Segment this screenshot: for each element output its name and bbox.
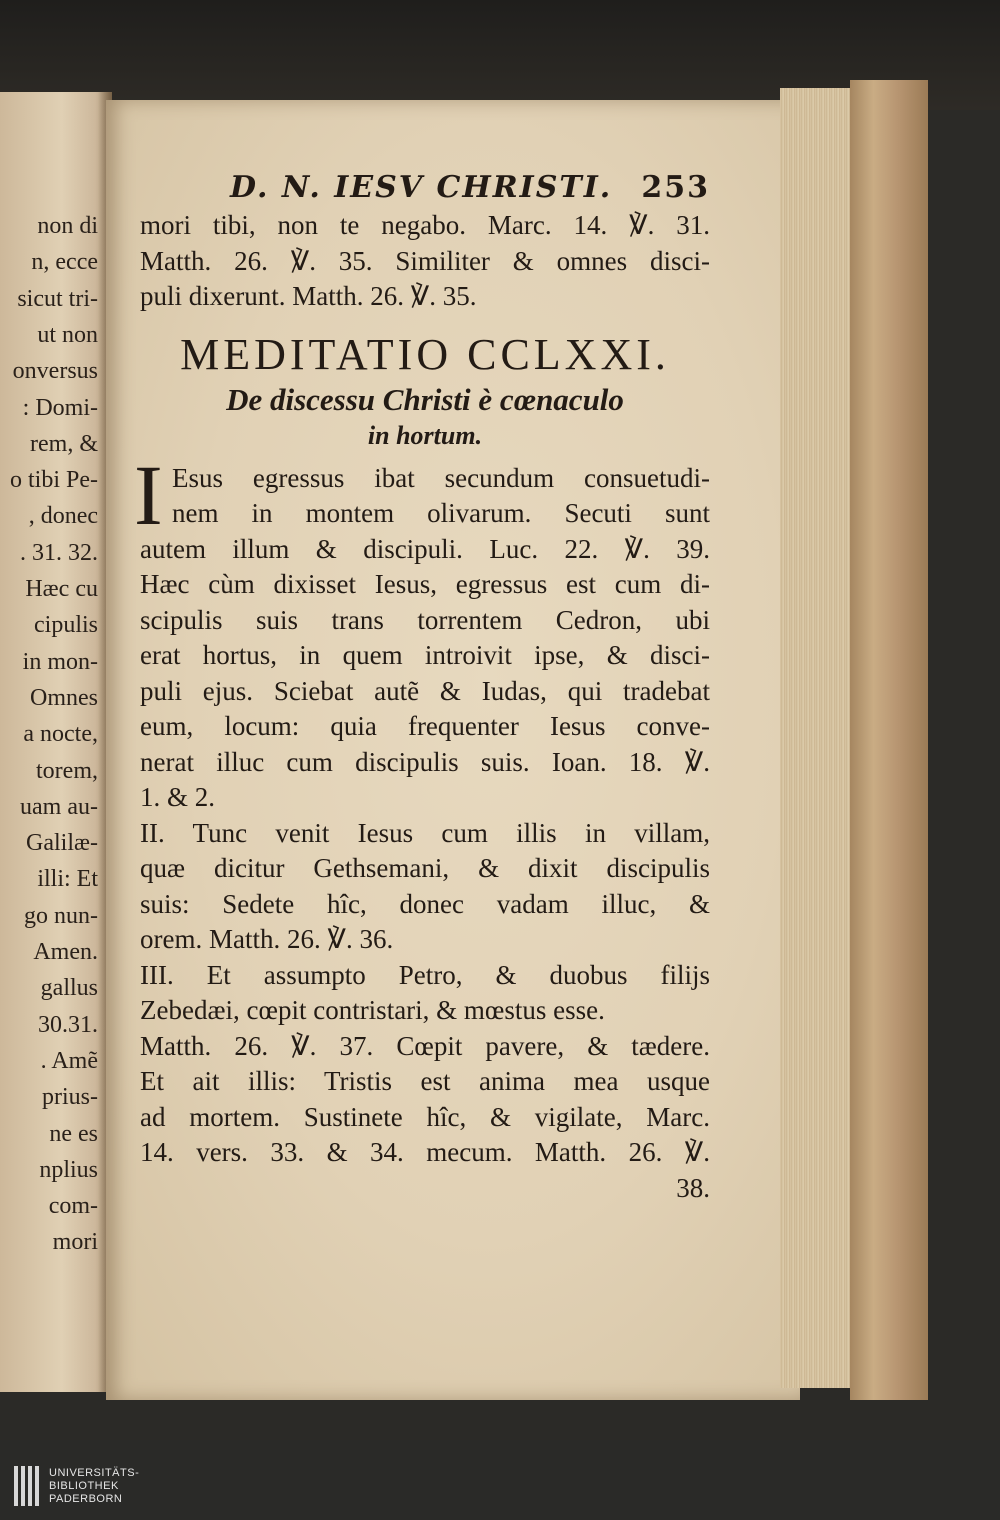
text-line: Zebedæi, cœpit contristari, & mœstus esse. (140, 995, 605, 1025)
catchword: 38. (676, 1172, 710, 1203)
text-line: autem illum & discipuli. Luc. 22. ℣. 39. (140, 533, 710, 564)
cover-edge (850, 80, 928, 1400)
text-line: scipulis suis trans torrentem Cedron, ubi (140, 604, 710, 635)
text-line: 14. vers. 33. & 34. mecum. Matth. 26. ℣. (140, 1137, 710, 1167)
text-line: Esus egressus ibat secundum consuetudi- (172, 462, 710, 493)
page-number: 253 (641, 170, 710, 205)
left-page-fragment: illi: Et (37, 866, 98, 893)
drop-cap: I (134, 446, 163, 543)
text-line: Matth. 26. ℣. 37. Cœpit pavere, & tædere. (140, 1030, 710, 1061)
left-page-fragment: mori (52, 1229, 98, 1256)
left-page-fragment: Galilæ- (26, 830, 98, 857)
first-paragraph (134, 446, 710, 543)
logo-line: UNIVERSITÄTS- (49, 1466, 140, 1479)
left-page-fragment: a nocte, (23, 721, 98, 748)
text-line: Et ait illis: Tristis est anima mea usque (140, 1066, 710, 1096)
left-page-fragment: Omnes (30, 684, 98, 711)
left-page-fragment: in mon- (22, 648, 98, 675)
page-text (134, 170, 710, 1206)
left-page-fragment: non di (37, 213, 98, 239)
running-head (140, 170, 710, 208)
text-line: ad mortem. Sustinete hîc, & vigilate, Marc. (140, 1101, 710, 1132)
left-page-fragment: ne es (49, 1120, 98, 1147)
left-page (0, 92, 112, 1392)
text-line: orem. Matth. 26. ℣. 36. (140, 924, 394, 954)
left-page-fragment: n, ecce (31, 249, 98, 276)
text-line: erat hortus, in quem introivit ipse, & disci- (140, 640, 710, 670)
body-text (140, 532, 710, 1171)
left-page-fragment: rem, & (30, 430, 98, 457)
left-page-fragment: nplius (39, 1156, 98, 1183)
text-line: Matth. 26. ℣. 35. Similiter & omnes disci- (140, 245, 710, 276)
text-line: quæ dicitur Gethsemani, & dixit discipulis (140, 853, 710, 883)
left-page-fragment: Amen. (33, 939, 98, 965)
running-head-title: D. N. IESV CHRISTI. (230, 170, 613, 205)
left-page-fragment: gallus (40, 975, 98, 1002)
left-page-fragment: com- (48, 1193, 98, 1220)
text-line: Hæc cùm dixisset Iesus, egressus est cum di- (140, 569, 710, 599)
logo-line: BIBLIOTHEK (49, 1479, 119, 1492)
left-page-fragment: . Amẽ (40, 1047, 98, 1074)
left-page-fragment: sicut tri- (17, 285, 98, 312)
text-line: II. Tunc venit Iesus cum illis in villam, (140, 817, 710, 848)
left-page-fragment: 30.31. (38, 1011, 98, 1038)
text-line: suis: Sedete hîc, donec vadam illuc, & (140, 888, 710, 919)
left-page-fragment: cipulis (34, 612, 98, 639)
text-line: nem in montem olivarum. Secuti sunt (172, 498, 710, 528)
left-page-fragment: ut non (37, 321, 98, 348)
left-page-fragment: torem, (36, 757, 98, 784)
text-line: mori tibi, non te negabo. Marc. 14. ℣. 31. (140, 210, 710, 240)
left-page-fragment: . 31. 32. (20, 539, 98, 566)
page-edges (780, 88, 860, 1388)
meditation-heading: MEDITATIO CCLXXI. (180, 329, 670, 379)
meditation-subheading-2: in hortum. (367, 420, 483, 450)
text-line: eum, locum: quia frequenter Iesus conve- (140, 711, 710, 741)
logo-line: PADERBORN (49, 1492, 123, 1505)
text-line: puli ejus. Sciebat autẽ & Iudas, qui tradebat (140, 675, 710, 706)
library-logo (14, 1466, 139, 1506)
library-logo-icon (14, 1466, 39, 1506)
meditation-subheading: De discessu Christi è cœnaculo (226, 381, 624, 417)
left-page-fragment: go nun- (24, 902, 98, 929)
left-page-fragment: uam au- (20, 793, 98, 820)
left-page-fragment: Hæc cu (25, 576, 98, 602)
text-line: III. Et assumpto Petro, & duobus filijs (140, 959, 710, 990)
text-line: 1. & 2. (140, 782, 216, 812)
text-line: nerat illuc cum discipulis suis. Ioan. 18. ℣. (140, 746, 710, 777)
text-line: puli dixerunt. Matth. 26. ℣. 35. (140, 281, 477, 311)
left-page-fragment: , donec (28, 503, 98, 530)
left-page-fragment: prius- (42, 1084, 98, 1111)
left-page-fragment: onversus (12, 358, 98, 385)
left-page-fragment: o tibi Pe- (10, 467, 98, 494)
left-page-fragment: : Domi- (22, 394, 98, 421)
library-logo-text (49, 1467, 139, 1506)
